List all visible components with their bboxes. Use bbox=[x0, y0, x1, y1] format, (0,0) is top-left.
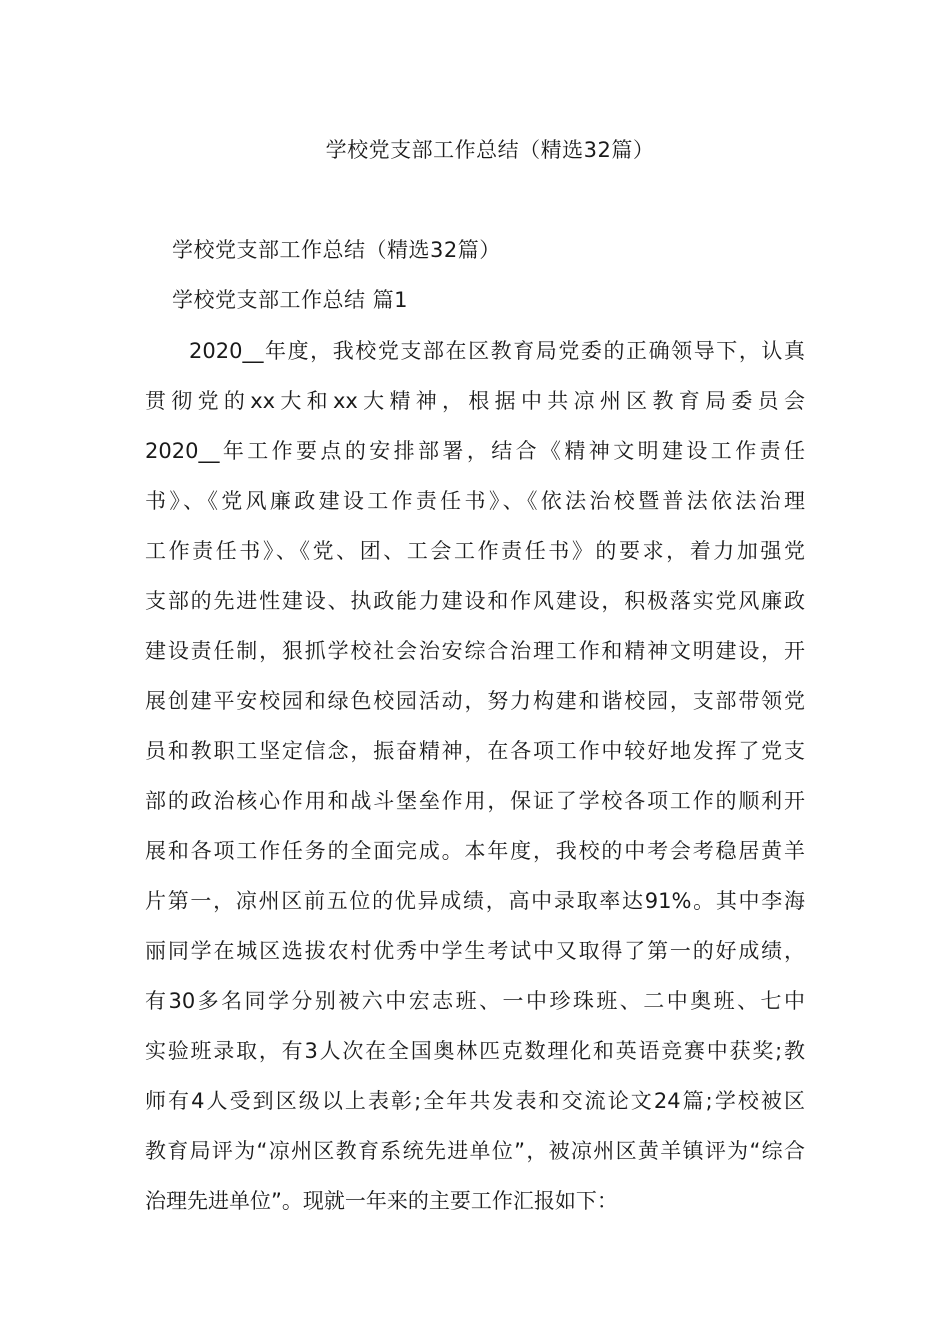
paragraph-line: 教育局评为“凉州区教育系统先进单位”，被凉州区黄羊镇评为“综合 bbox=[145, 1139, 805, 1163]
paragraph-line: 支部的先进性建设、执政能力建设和作风建设，积极落实党风廉政 bbox=[145, 589, 805, 613]
paragraph-line: 片第一，凉州区前五位的优异成绩，高中录取率达91%。其中李海 bbox=[145, 889, 805, 913]
paragraph-line: 2020__年度，我校党支部在区教育局党委的正确领导下，认真 bbox=[189, 339, 805, 363]
paragraph-line: 展和各项工作任务的全面完成。本年度，我校的中考会考稳居黄羊 bbox=[145, 839, 805, 863]
paragraph-line: 丽同学在城区选拔农村优秀中学生考试中又取得了第一的好成绩， bbox=[145, 939, 805, 963]
section-heading: 学校党支部工作总结 篇1 bbox=[172, 288, 409, 312]
paragraph-line: 建设责任制，狠抓学校社会治安综合治理工作和精神文明建设，开 bbox=[145, 639, 805, 663]
paragraph-line: 贯彻党的xx大和xx大精神，根据中共凉州区教育局委员会 bbox=[145, 389, 805, 413]
paragraph-line: 有30多名同学分别被六中宏志班、一中珍珠班、二中奥班、七中 bbox=[145, 989, 805, 1013]
paragraph-line: 治理先进单位”。现就一年来的主要工作汇报如下： bbox=[145, 1189, 618, 1213]
paragraph-line: 工作责任书》、《党、团、工会工作责任书》的要求，着力加强党 bbox=[145, 539, 805, 563]
paragraph-line: 部的政治核心作用和战斗堡垒作用，保证了学校各项工作的顺利开 bbox=[145, 789, 805, 813]
paragraph-line: 书》、《党风廉政建设工作责任书》、《依法治校暨普法依法治理 bbox=[145, 489, 805, 513]
paragraph-line: 师有4人受到区级以上表彰;全年共发表和交流论文24篇;学校被区 bbox=[145, 1089, 805, 1113]
document-title: 学校党支部工作总结（精选32篇） bbox=[325, 138, 655, 162]
paragraph-line: 实验班录取，有3人次在全国奥林匹克数理化和英语竞赛中获奖;教 bbox=[145, 1039, 805, 1063]
document-subtitle: 学校党支部工作总结（精选32篇） bbox=[172, 238, 501, 262]
body-paragraph bbox=[145, 334, 805, 1234]
paragraph-line: 展创建平安校园和绿色校园活动，努力构建和谐校园，支部带领党 bbox=[145, 689, 805, 713]
paragraph-line: 员和教职工坚定信念，振奋精神，在各项工作中较好地发挥了党支 bbox=[145, 739, 805, 763]
paragraph-line: 2020__年工作要点的安排部署，结合《精神文明建设工作责任 bbox=[145, 439, 805, 463]
